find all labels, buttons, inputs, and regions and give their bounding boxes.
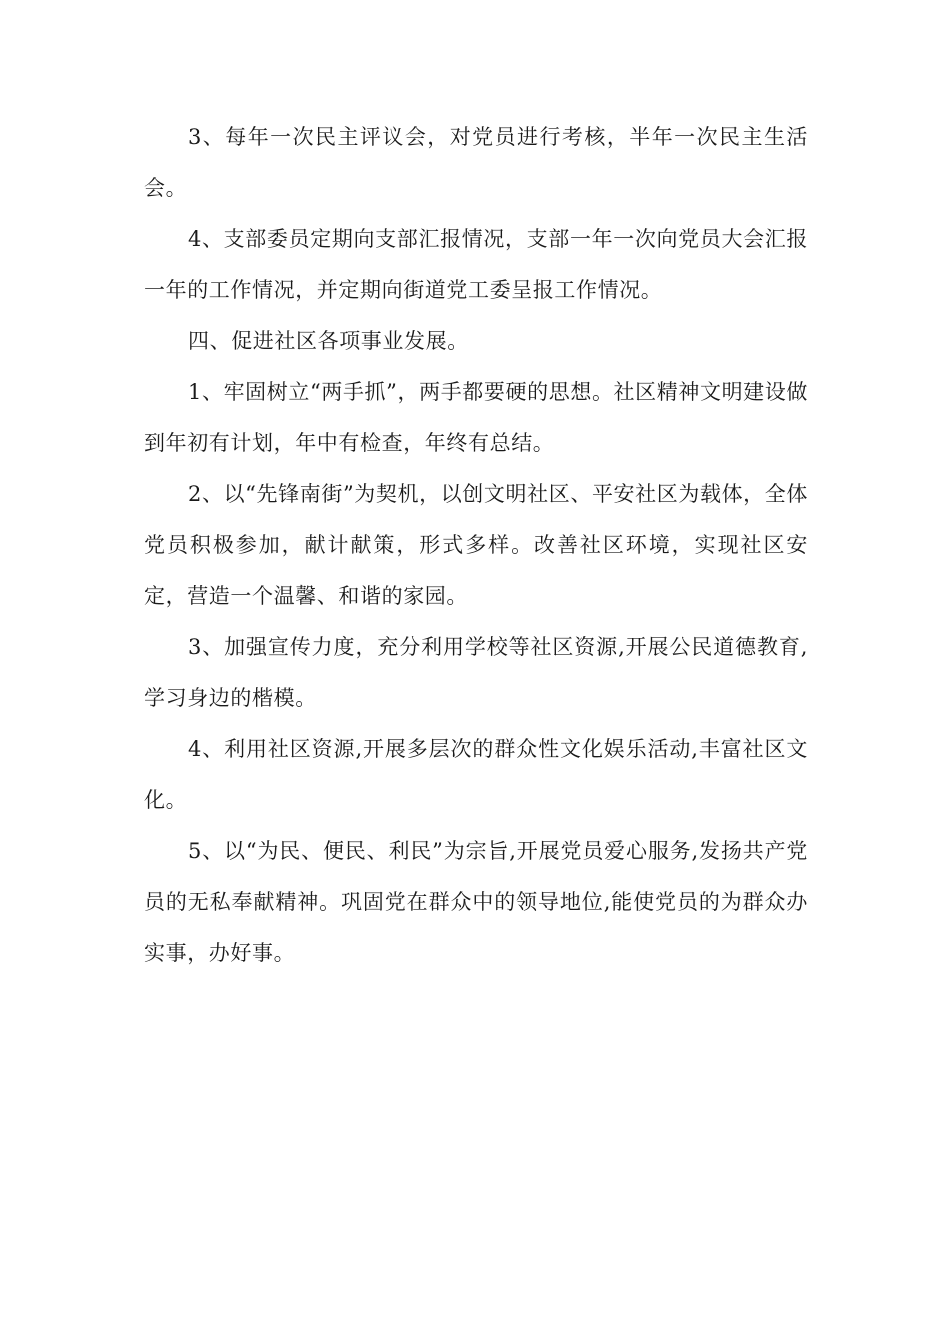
document-body (144, 112, 808, 979)
paragraph-item-4-committee-report: 4、支部委员定期向支部汇报情况，支部一年一次向党员大会汇报一年的工作情况，并定期向街道党工委呈报工作情况。 (144, 227, 808, 302)
paragraph-item-3-publicity: 3、加强宣传力度，充分利用学校等社区资源,开展公民道德教育,学习身边的楷模。 (144, 635, 808, 710)
paragraph-item-4-cultural-activities: 4、利用社区资源,开展多层次的群众性文化娱乐活动,丰富社区文化。 (144, 737, 808, 812)
section-heading-4: 四、促进社区各项事业发展。 (188, 329, 469, 353)
paragraph-item-1-two-hands: 1、牢固树立“两手抓”，两手都要硬的思想。社区精神文明建设做到年初有计划，年中有检查，年终有总结。 (144, 380, 808, 455)
paragraph-item-5-serve-people: 5、以“为民、便民、利民”为宗旨,开展党员爱心服务,发扬共产党员的无私奉献精神。巩固党在群众中的领导地位,能使党员的为群众办实事，办好事。 (144, 839, 808, 965)
paragraph-item-2-pioneer-nanjie: 2、以“先锋南街”为契机，以创文明社区、平安社区为载体，全体党员积极参加，献计献策，形式多样。改善社区环境，实现社区安定，营造一个温馨、和谐的家园。 (144, 482, 808, 608)
paragraph-item-3-democratic-review: 3、每年一次民主评议会，对党员进行考核，半年一次民主生活会。 (144, 125, 808, 200)
